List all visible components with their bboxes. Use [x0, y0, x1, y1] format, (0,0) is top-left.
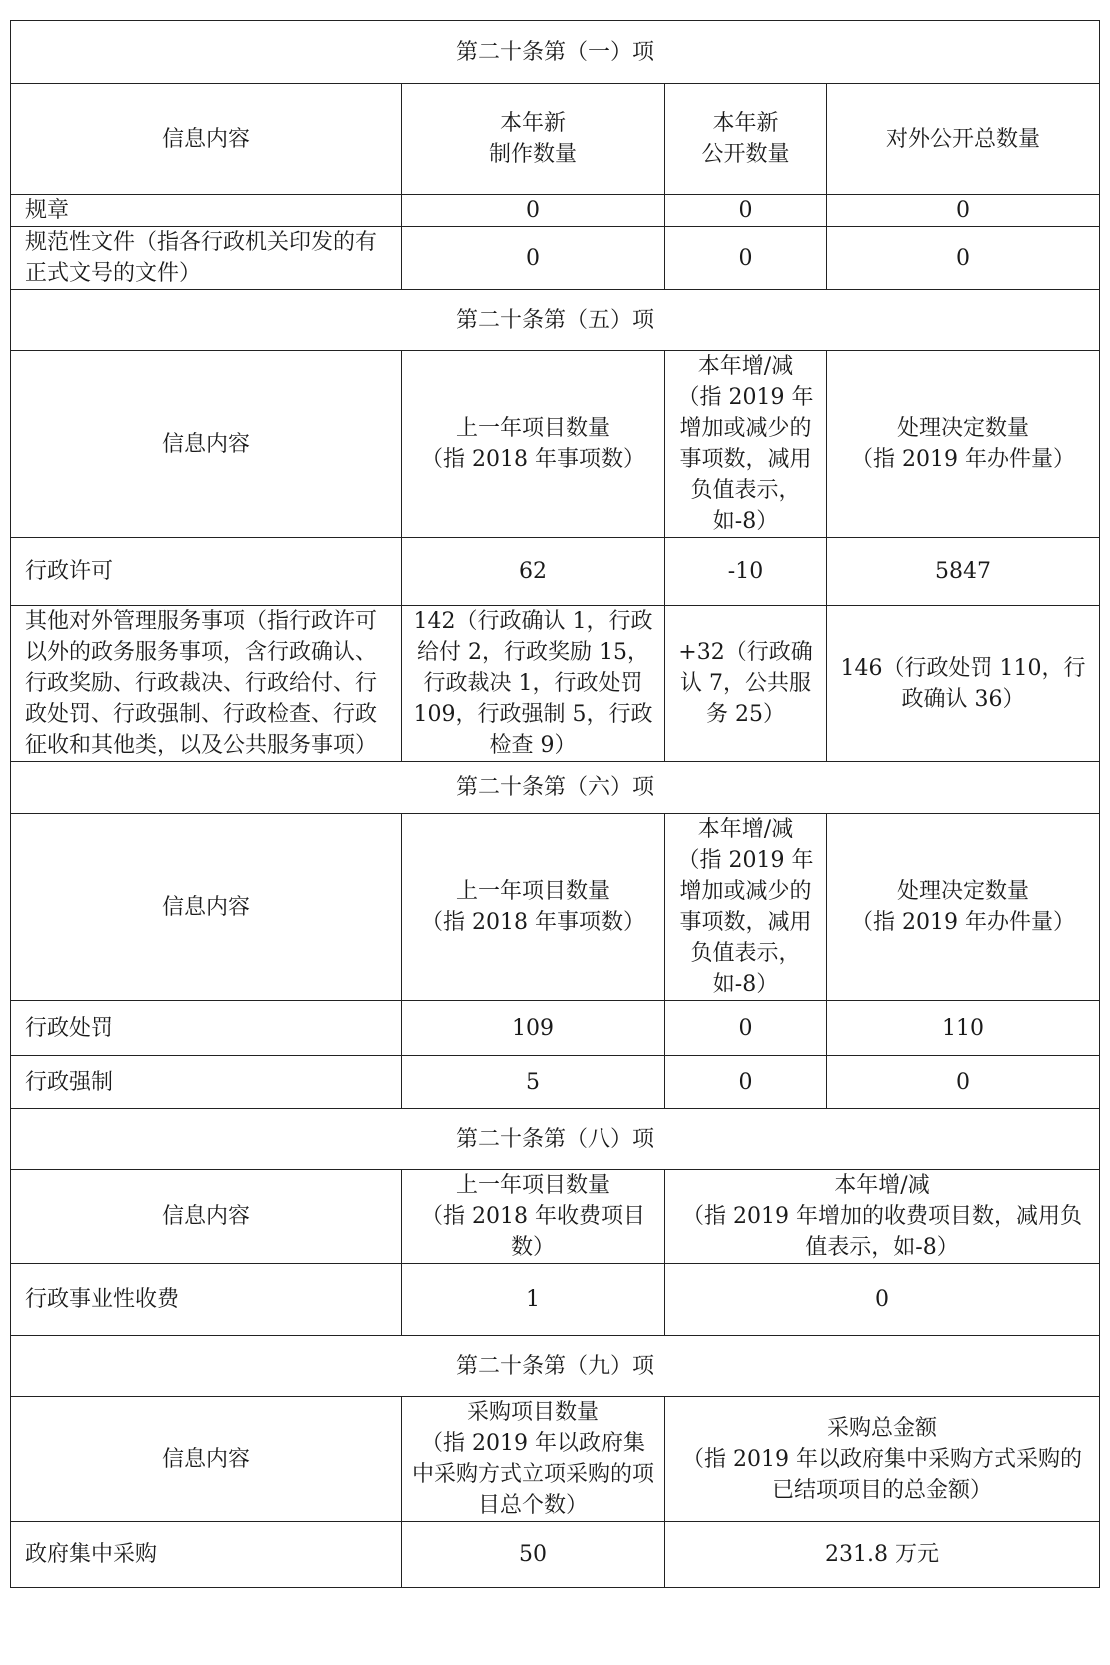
cell-value: +32（行政确认 7，公共服务 25） — [665, 606, 827, 762]
cell-value: 50 — [402, 1522, 665, 1588]
table-row — [11, 1264, 1100, 1336]
header-row — [11, 814, 1100, 1001]
cell-value: 0 — [665, 1001, 827, 1056]
header-cell: 本年增/减 （指 2019 年增加或减少的事项数，减用负值表示，如-8） — [665, 814, 827, 1001]
row-label: 行政事业性收费 — [11, 1264, 402, 1336]
section-title: 第二十条第（六）项 — [11, 762, 1100, 814]
row-label: 其他对外管理服务事项（指行政许可以外的政务服务事项，含行政确认、行政奖励、行政裁决、行政给付、行政处罚、行政强制、行政检查、行政征收和其他类，以及公共服务事项） — [11, 606, 402, 762]
section-title: 第二十条第（一）项 — [11, 21, 1100, 84]
section-title-row — [11, 762, 1100, 814]
cell-value: 0 — [827, 1056, 1100, 1109]
header-row — [11, 1397, 1100, 1522]
cell-value: 146（行政处罚 110，行政确认 36） — [827, 606, 1100, 762]
cell-value: 62 — [402, 538, 665, 606]
table-row — [11, 195, 1100, 227]
cell-value: 0 — [665, 1264, 1100, 1336]
header-cell: 上一年项目数量 （指 2018 年收费项目数） — [402, 1170, 665, 1264]
table-row — [11, 1056, 1100, 1109]
cell-value: 5847 — [827, 538, 1100, 606]
row-label: 规范性文件（指各行政机关印发的有正式文号的文件） — [11, 227, 402, 290]
header-cell: 处理决定数量 （指 2019 年办件量） — [827, 351, 1100, 538]
header-row — [11, 1170, 1100, 1264]
section-title-row — [11, 1336, 1100, 1397]
header-cell: 上一年项目数量 （指 2018 年事项数） — [402, 351, 665, 538]
table-row — [11, 1522, 1100, 1588]
header-cell: 处理决定数量 （指 2019 年办件量） — [827, 814, 1100, 1001]
header-cell: 信息内容 — [11, 814, 402, 1001]
table-row — [11, 538, 1100, 606]
header-cell: 对外公开总数量 — [827, 84, 1100, 195]
cell-value: -10 — [665, 538, 827, 606]
cell-value: 0 — [827, 227, 1100, 290]
header-cell: 采购总金额 （指 2019 年以政府集中采购方式采购的已结项项目的总金额） — [665, 1397, 1100, 1522]
section-title-row — [11, 290, 1100, 351]
header-cell: 本年新 制作数量 — [402, 84, 665, 195]
row-label: 行政处罚 — [11, 1001, 402, 1056]
cell-value: 0 — [665, 1056, 827, 1109]
cell-value: 0 — [402, 227, 665, 290]
cell-value: 142（行政确认 1，行政给付 2，行政奖励 15，行政裁决 1，行政处罚 109，行政强制 5，行政检查 9） — [402, 606, 665, 762]
section-title: 第二十条第（五）项 — [11, 290, 1100, 351]
cell-value: 0 — [827, 195, 1100, 227]
cell-value: 109 — [402, 1001, 665, 1056]
table-row — [11, 1001, 1100, 1056]
cell-value: 1 — [402, 1264, 665, 1336]
section-title-row — [11, 1109, 1100, 1170]
cell-value: 110 — [827, 1001, 1100, 1056]
section-title: 第二十条第（八）项 — [11, 1109, 1100, 1170]
header-cell: 上一年项目数量 （指 2018 年事项数） — [402, 814, 665, 1001]
cell-value: 231.8 万元 — [665, 1522, 1100, 1588]
header-cell: 信息内容 — [11, 1170, 402, 1264]
cell-value: 5 — [402, 1056, 665, 1109]
disclosure-table — [10, 20, 1100, 1588]
header-cell: 采购项目数量 （指 2019 年以政府集中采购方式立项采购的项目总个数） — [402, 1397, 665, 1522]
table-row — [11, 606, 1100, 762]
row-label: 行政强制 — [11, 1056, 402, 1109]
table-row — [11, 227, 1100, 290]
header-row — [11, 351, 1100, 538]
row-label: 规章 — [11, 195, 402, 227]
section-title-row — [11, 21, 1100, 84]
header-cell: 本年增/减 （指 2019 年增加的收费项目数，减用负值表示，如-8） — [665, 1170, 1100, 1264]
cell-value: 0 — [402, 195, 665, 227]
row-label: 行政许可 — [11, 538, 402, 606]
section-title: 第二十条第（九）项 — [11, 1336, 1100, 1397]
header-cell: 信息内容 — [11, 84, 402, 195]
header-cell: 本年新 公开数量 — [665, 84, 827, 195]
row-label: 政府集中采购 — [11, 1522, 402, 1588]
header-cell: 信息内容 — [11, 1397, 402, 1522]
header-cell: 信息内容 — [11, 351, 402, 538]
header-cell: 本年增/减 （指 2019 年增加或减少的事项数，减用负值表示，如-8） — [665, 351, 827, 538]
cell-value: 0 — [665, 227, 827, 290]
header-row — [11, 84, 1100, 195]
cell-value: 0 — [665, 195, 827, 227]
